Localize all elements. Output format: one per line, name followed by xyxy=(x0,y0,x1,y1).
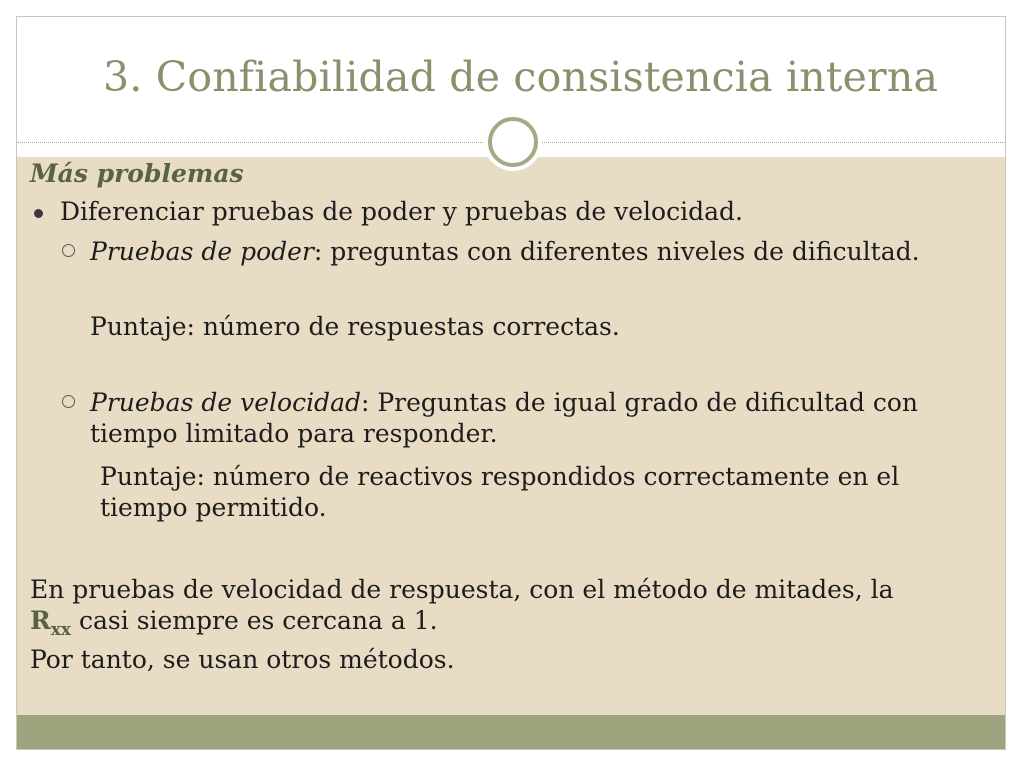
rxx-letter: R xyxy=(30,606,51,635)
rxx-subscript: xx xyxy=(50,620,72,640)
power-tests-score: Puntaje: número de respuestas correctas. xyxy=(90,312,620,341)
power-tests-term: Pruebas de poder xyxy=(90,237,314,266)
speed-tests-score: Puntaje: número de reactivos respondidos correctamente en el tiempo permitido. xyxy=(100,462,900,522)
footer-bar xyxy=(17,715,1005,749)
slide-title: 3. Confiabilidad de consistencia interna xyxy=(103,53,939,101)
subheading: Más problemas xyxy=(30,159,244,188)
rxx-symbol xyxy=(30,606,72,640)
circle-bullet-icon xyxy=(62,395,75,408)
speed-tests-text xyxy=(90,387,920,449)
conclusion-before: En pruebas de velocidad de respuesta, con el método de mitades, la xyxy=(30,575,894,604)
circle-ornament-icon xyxy=(488,117,538,167)
power-tests-description: : preguntas con diferentes niveles de dificultad. xyxy=(313,237,920,266)
main-bullet-text: Diferenciar pruebas de poder y pruebas de velocidad. xyxy=(60,197,743,226)
bullet-dot-icon xyxy=(34,209,43,218)
conclusion-after: casi siempre es cercana a 1. xyxy=(71,606,438,635)
final-statement: Por tanto, se usan otros métodos. xyxy=(30,645,455,674)
conclusion-paragraph xyxy=(30,574,930,640)
speed-tests-term: Pruebas de velocidad xyxy=(90,388,361,417)
circle-bullet-icon xyxy=(62,244,75,257)
power-tests-text xyxy=(90,236,920,267)
speed-tests-description: : Preguntas de igual grado de dificultad con tiempo limitado para responder. xyxy=(90,388,918,448)
